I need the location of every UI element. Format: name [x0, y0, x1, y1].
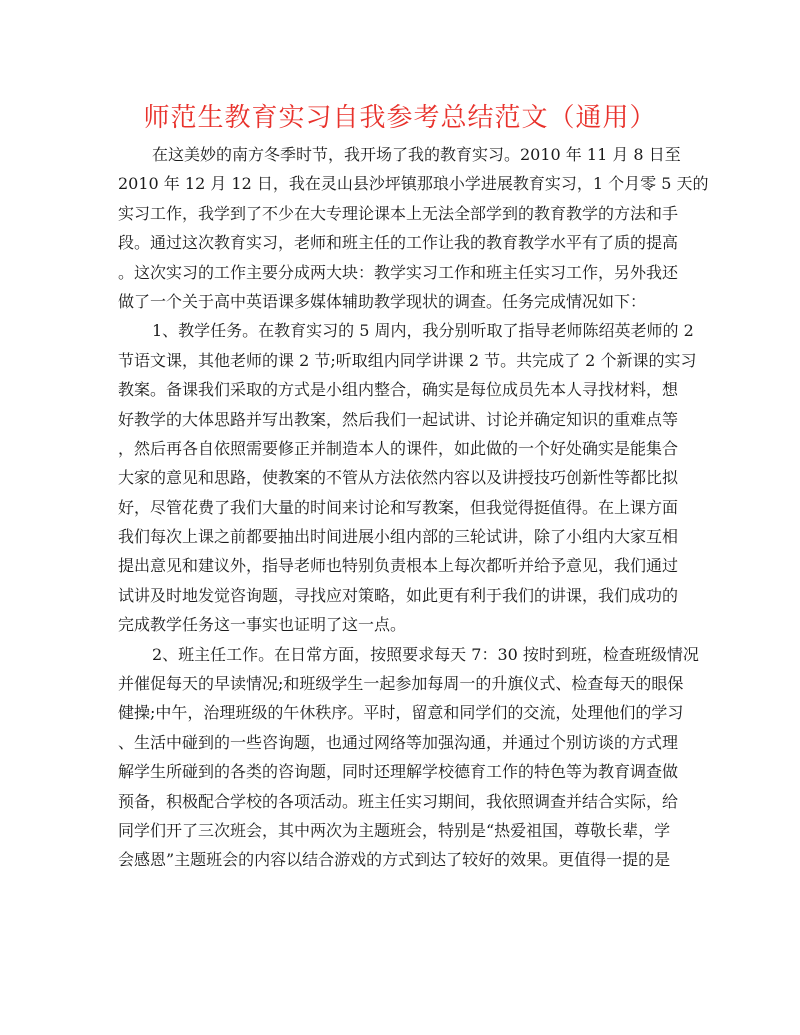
text-line: 1、教学任务。在教育实习的 5 周内，我分别听取了指导老师陈绍英老师的 2 — [152, 321, 694, 341]
text-line: 大家的意见和思路，使教案的不管从方法依然内容以及讲授技巧创新性等都比拟 — [118, 468, 679, 488]
text-line: 2、班主任工作。在日常方面，按照要求每天 7：30 按时到班，检查班级情况 — [152, 644, 699, 664]
text-line: 教案。备课我们采取的方式是小组内整合，确实是每位成员先本人寻找材料，想 — [118, 380, 679, 400]
text-line: 完成教学任务这一事实也证明了这一点。 — [118, 615, 407, 635]
text-line: 好教学的大体思路并写出教案，然后我们一起试讲、讨论并确定知识的重难点等 — [118, 409, 679, 429]
text-line: ，然后再各自依照需要修正并制造本人的课件，如此做的一个好处确实是能集合 — [118, 438, 679, 458]
text-line: 、生活中碰到的一些咨询题，也通过网络等加强沟通，并通过个别访谈的方式理 — [118, 732, 679, 752]
text-line: 2010 年 12 月 12 日，我在灵山县沙坪镇那琅小学进展教育实习，1 个月零 5 天的 — [118, 174, 709, 194]
text-line: 提出意见和建议外，指导老师也特别负责根本上每次都听并给予意见，我们通过 — [118, 556, 679, 576]
text-line: 好，尽管花费了我们大量的时间来讨论和写教案，但我觉得挺值得。在上课方面 — [118, 497, 679, 517]
document-title: 师范生教育实习自我参考总结范文（通用） — [143, 103, 657, 133]
text-line: 实习工作，我学到了不少在大专理论课本上无法全部学到的教育教学的方法和手 — [118, 203, 679, 223]
text-line: 预备，积极配合学校的各项活动。班主任实习期间，我依照调查并结合实际，给 — [118, 791, 679, 811]
text-line: 会感恩”主题班会的内容以结合游戏的方式到达了较好的效果。更值得一提的是 — [118, 850, 671, 870]
text-line: 并催促每天的早读情况;和班级学生一起参加每周一的升旗仪式、检查每天的眼保 — [118, 674, 684, 694]
text-line: 试讲及时地发觉咨询题，寻找应对策略，如此更有利于我们的讲课，我们成功的 — [118, 585, 679, 605]
text-line: 节语文课，其他老师的课 2 节;听取组内同学讲课 2 节。共完成了 2 个新课的实习 — [118, 350, 697, 370]
text-line: 在这美妙的南方冬季时节，我开场了我的教育实习。2010 年 11 月 8 日至 — [152, 145, 681, 164]
text-line: 。这次实习的工作主要分成两大块：教学实习工作和班主任实习工作，另外我还 — [118, 262, 679, 282]
document-body — [118, 140, 709, 875]
text-line: 健操;中午，治理班级的午休秩序。平时，留意和同学们的交流，处理他们的学习 — [118, 703, 684, 723]
text-line: 我们每次上课之前都要抽出时间进展小组内部的三轮试讲，除了小组内大家互相 — [118, 527, 679, 547]
text-line: 做了一个关于高中英语课多媒体辅助教学现状的调查。任务完成情况如下： — [118, 291, 647, 311]
text-line: 同学们开了三次班会，其中两次为主题班会，特别是“热爱祖国，尊敬长辈，学 — [118, 820, 671, 840]
text-line: 段。通过这次教育实习，老师和班主任的工作让我的教育教学水平有了质的提高 — [118, 233, 679, 253]
text-line: 解学生所碰到的各类的咨询题，同时还理解学校德育工作的特色等为教育调查做 — [118, 762, 679, 782]
